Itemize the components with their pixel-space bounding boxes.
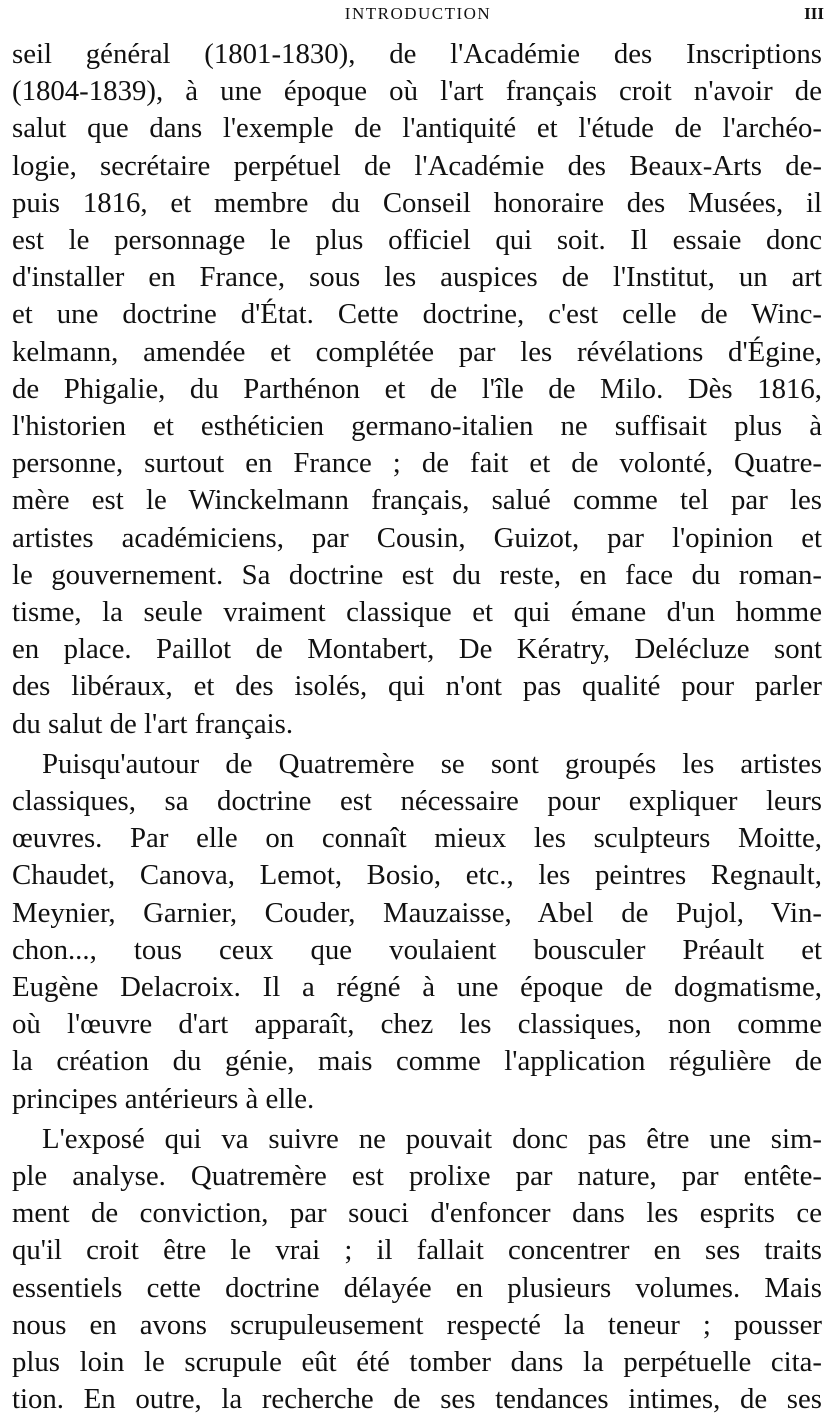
text-line: logie, secrétaire perpétuel de l'Académie des Beaux-Arts de- [12, 149, 822, 182]
text-line: des libéraux, et des isolés, qui n'ont pas qualité pour parler [12, 670, 822, 703]
text-line: personne, surtout en France ; de fait et de volonté, Quatre- [12, 447, 822, 480]
text-line: artistes académiciens, par Cousin, Guizot, par l'opinion et [12, 521, 822, 554]
text-line: est le personnage le plus officiel qui soit. Il essaie donc [12, 224, 822, 256]
text-line: tion. En outre, la recherche de ses tendances intimes, de ses [12, 1383, 822, 1416]
page-number: III [804, 4, 824, 23]
text-line: œuvres. Par elle on connaît mieux les sculpteurs Moitte, [12, 822, 822, 855]
text-line: (1804-1839), à une époque où l'art français croit n'avoir de [12, 75, 822, 108]
text-line: mère est le Winckelmann français, salué comme tel par les [12, 484, 822, 517]
text-line: Meynier, Garnier, Couder, Mauzaisse, Abel de Pujol, Vin- [12, 896, 822, 929]
text-line: chon..., tous ceux que voulaient bousculer Préault et [12, 933, 822, 966]
text-line: le gouvernement. Sa doctrine est du reste, en face du roman- [12, 558, 822, 591]
paragraph-end-line: principes antérieurs à elle. [12, 1082, 315, 1115]
running-title: INTRODUCTION [344, 4, 492, 23]
paragraph-start-line: L'exposé qui va suivre ne pouvait donc pas être une sim- [42, 1122, 822, 1155]
text-line: ment de conviction, par souci d'enfoncer dans les esprits ce [12, 1197, 822, 1230]
text-line: en place. Paillot de Montabert, De Kératry, Delécluze sont [12, 633, 822, 666]
text-line: qu'il croit être le vrai ; il fallait concentrer en ses traits [12, 1234, 822, 1267]
text-line: d'installer en France, sous les auspices de l'Institut, un art [12, 261, 822, 294]
text-line: et une doctrine d'État. Cette doctrine, c'est celle de Winc- [12, 298, 822, 331]
text-line: tisme, la seule vraiment classique et qui émane d'un homme [12, 596, 822, 628]
text-line: Chaudet, Canova, Lemot, Bosio, etc., les peintres Regnault, [12, 859, 822, 892]
text-line: essentiels cette doctrine délayée en plusieurs volumes. Mais [12, 1271, 822, 1304]
text-line: la création du génie, mais comme l'application régulière de [12, 1045, 822, 1078]
text-line: plus loin le scrupule eût été tomber dans la perpétuelle cita- [12, 1346, 822, 1378]
text-line: salut que dans l'exemple de l'antiquité et l'étude de l'archéo- [12, 112, 822, 145]
text-line: puis 1816, et membre du Conseil honoraire des Musées, il [12, 186, 822, 219]
running-head [12, 4, 824, 32]
text-line: kelmann, amendée et complétée par les révélations d'Égine, [12, 335, 822, 368]
text-line: seil général (1801-1830), de l'Académie des Inscriptions [12, 38, 822, 70]
text-line: ple analyse. Quatremère est prolixe par nature, par entête- [12, 1160, 822, 1192]
text-line: où l'œuvre d'art apparaît, chez les classiques, non comme [12, 1008, 822, 1041]
text-line: de Phigalie, du Parthénon et de l'île de Milo. Dès 1816, [12, 372, 822, 405]
text-line: nous en avons scrupuleusement respecté la teneur ; pousser [12, 1308, 822, 1341]
paragraph-start-line: Puisqu'autour de Quatremère se sont groupés les artistes [42, 747, 822, 780]
text-line: l'historien et esthéticien germano-italien ne suffisait plus à [12, 410, 822, 442]
paragraph-end-line: du salut de l'art français. [12, 707, 294, 740]
text-line: classiques, sa doctrine est nécessaire pour expliquer leurs [12, 785, 822, 817]
text-line: Eugène Delacroix. Il a régné à une époque de dogmatisme, [12, 971, 822, 1003]
